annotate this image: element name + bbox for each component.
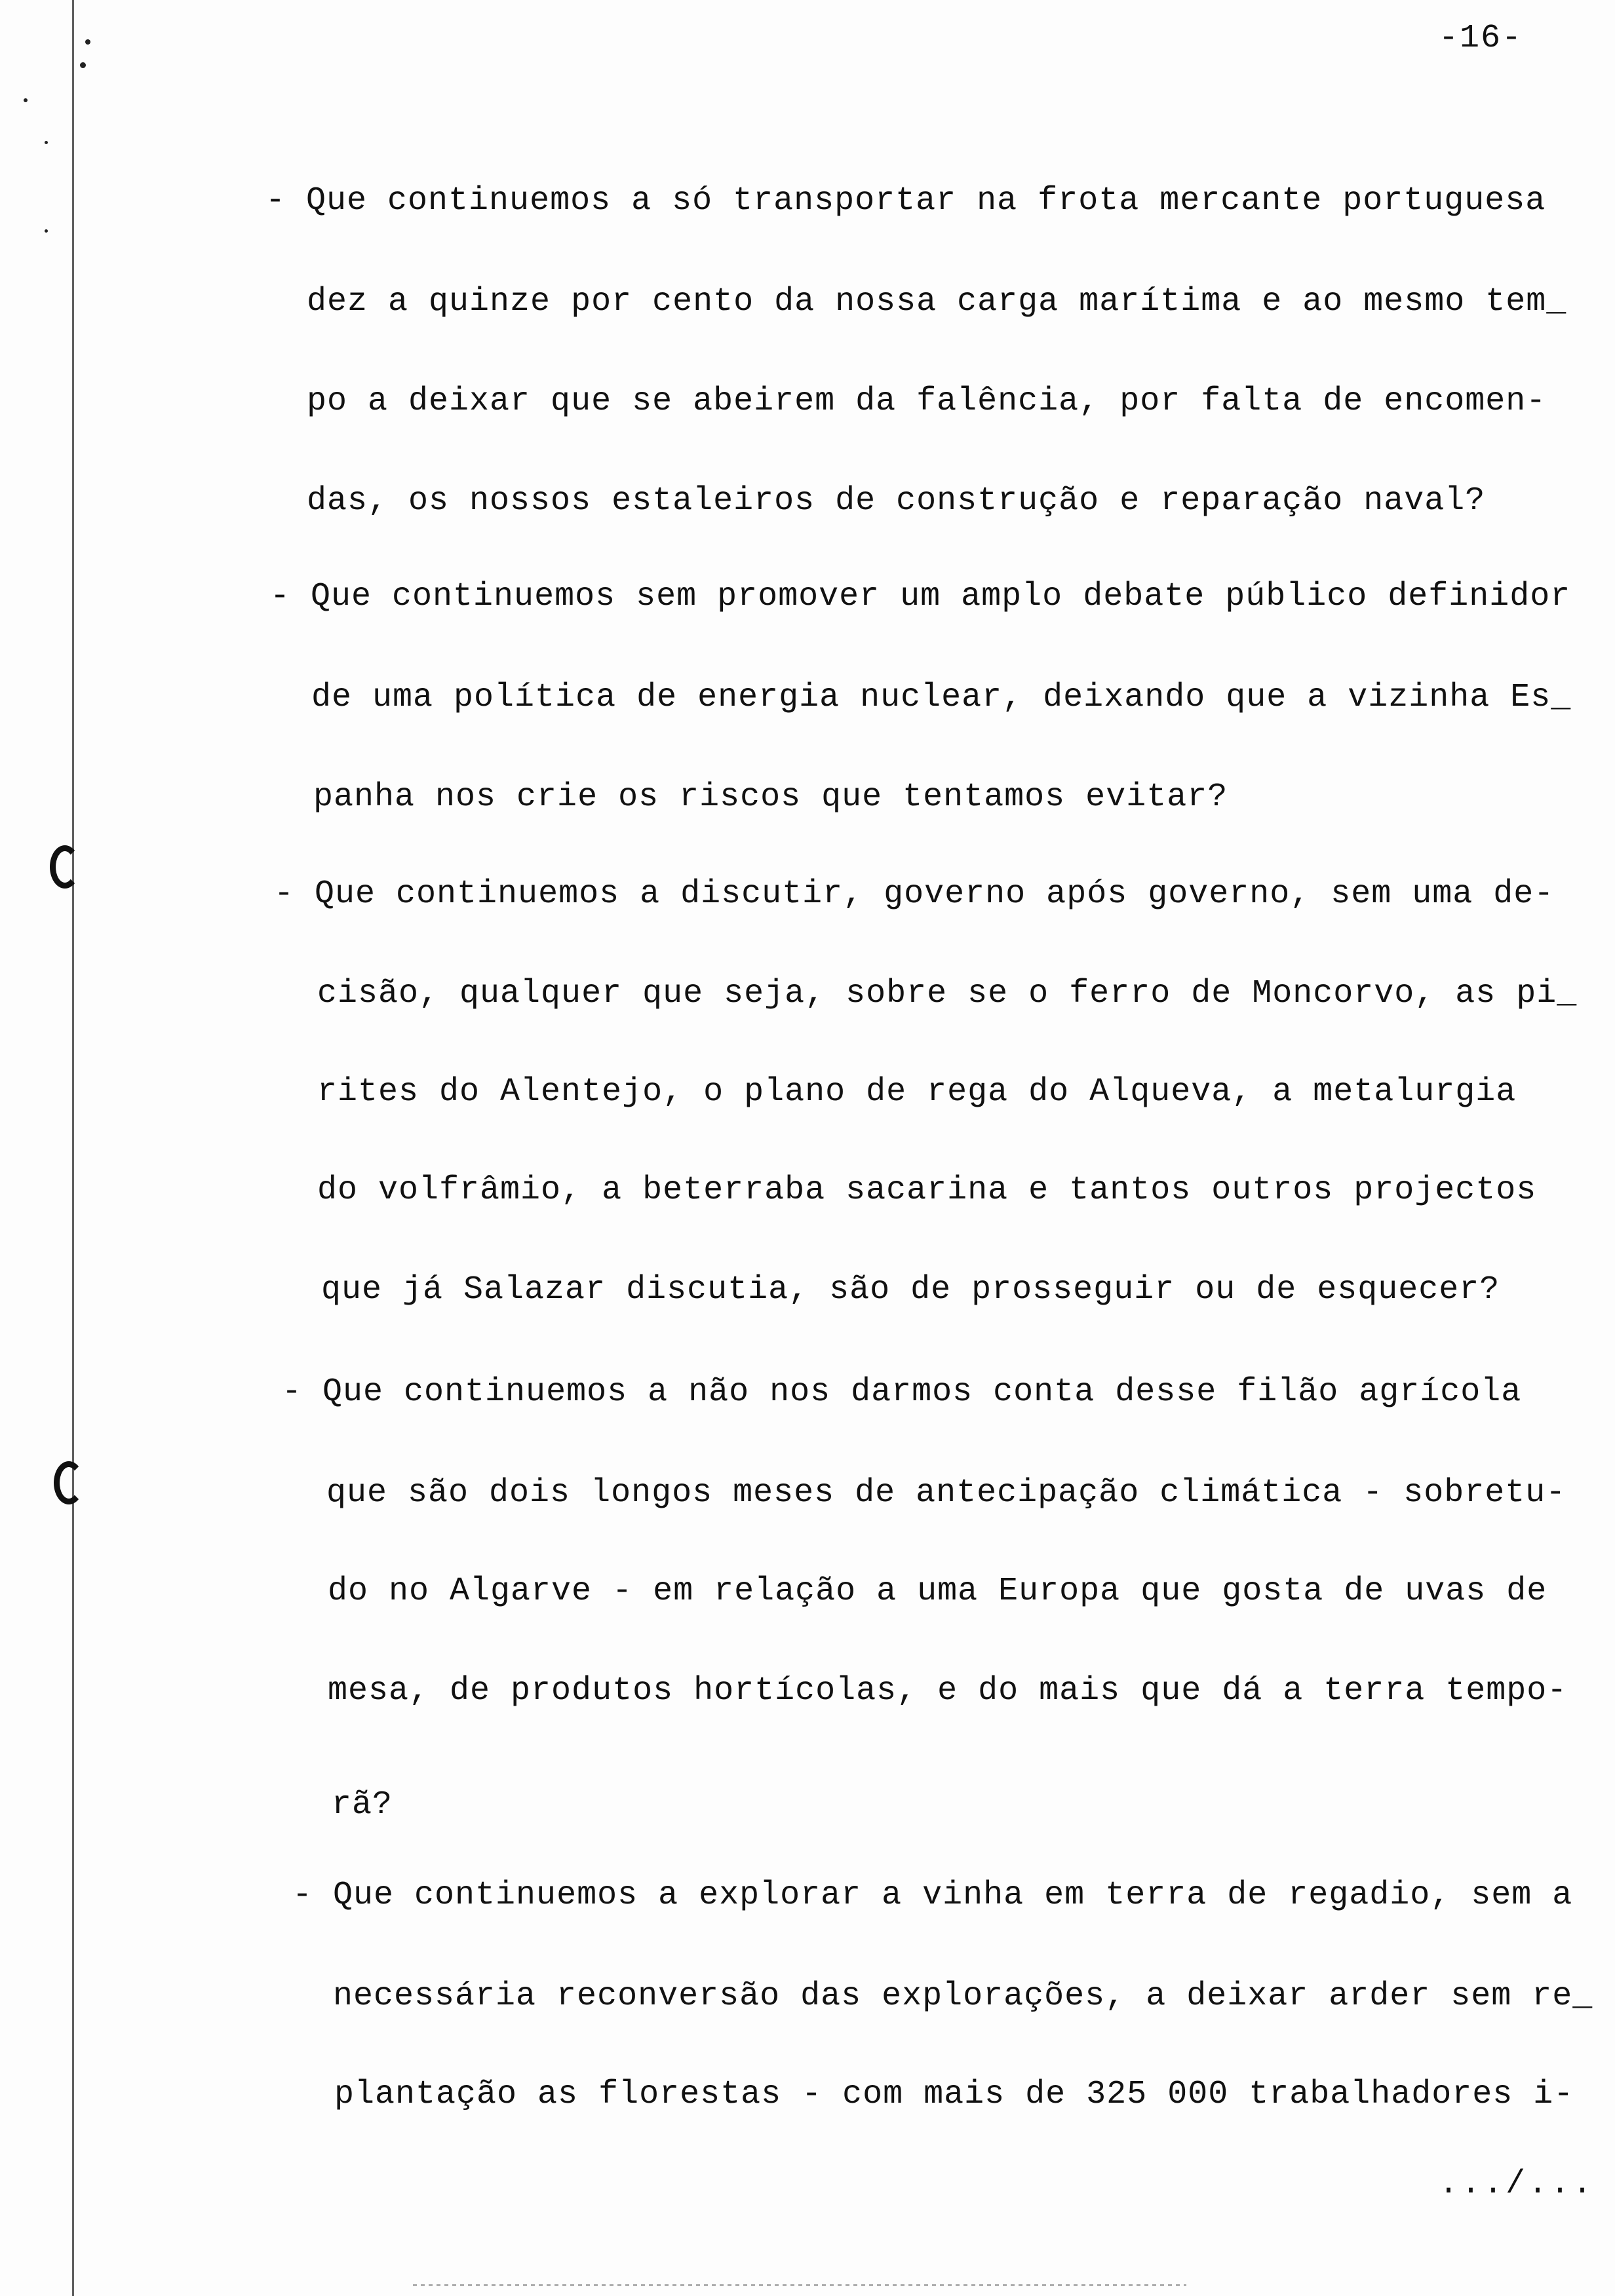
- text-line: - Que continuemos a discutir, governo após governo, sem uma de-: [274, 875, 1555, 913]
- text-line: plantação as florestas - com mais de 325 000 trabalhadores i-: [334, 2076, 1574, 2113]
- text-line: necessária reconversão das explorações, a deixar arder sem re_: [333, 1978, 1593, 2015]
- text-line: - Que continuemos sem promover um amplo debate público definidor: [270, 578, 1571, 615]
- speck: [85, 39, 90, 45]
- text-line: de uma política de energia nuclear, deixando que a vizinha Es_: [311, 679, 1572, 716]
- margin-rule: [72, 0, 74, 2296]
- punch-hole-mark-lower: [54, 1461, 84, 1504]
- text-line: rã?: [332, 1786, 393, 1824]
- page-number: -16-: [1439, 20, 1523, 57]
- text-line: po a deixar que se abeirem da falência, por falta de encomen-: [307, 383, 1547, 420]
- text-line: das, os nossos estaleiros de construção e reparação naval?: [307, 482, 1486, 520]
- speck: [45, 141, 48, 144]
- speck: [80, 62, 86, 68]
- text-line: panha nos crie os riscos que tentamos evitar?: [313, 778, 1228, 816]
- text-line: do no Algarve - em relação a uma Europa que gosta de uvas de: [328, 1573, 1547, 1610]
- text-line: - Que continuemos a não nos darmos conta desse filão agrícola: [282, 1373, 1522, 1411]
- text-line: - Que continuemos a só transportar na frota mercante portuguesa: [265, 182, 1546, 220]
- punch-hole-mark-upper: [50, 845, 80, 889]
- text-line: cisão, qualquer que seja, sobre se o ferro de Moncorvo, as pi_: [317, 975, 1578, 1012]
- continuation-mark: .../...: [1439, 2166, 1595, 2203]
- scan-bottom-edge: [413, 2284, 1186, 2286]
- text-line: mesa, de produtos hortícolas, e do mais que dá a terra tempo-: [328, 1672, 1568, 1710]
- text-line: do volfrâmio, a beterraba sacarina e tantos outros projectos: [317, 1172, 1537, 1209]
- speck: [45, 229, 48, 233]
- text-line: - Que continuemos a explorar a vinha em terra de regadio, sem a: [292, 1877, 1573, 1914]
- text-line: dez a quinze por cento da nossa carga marítima e ao mesmo tem_: [307, 283, 1567, 320]
- text-line: rites do Alentejo, o plano de rega do Alqueva, a metalurgia: [317, 1073, 1517, 1111]
- text-line: que já Salazar discutia, são de prosseguir ou de esquecer?: [321, 1271, 1500, 1309]
- text-line: que são dois longos meses de antecipação climática - sobretu-: [326, 1474, 1566, 1512]
- speck: [24, 98, 28, 102]
